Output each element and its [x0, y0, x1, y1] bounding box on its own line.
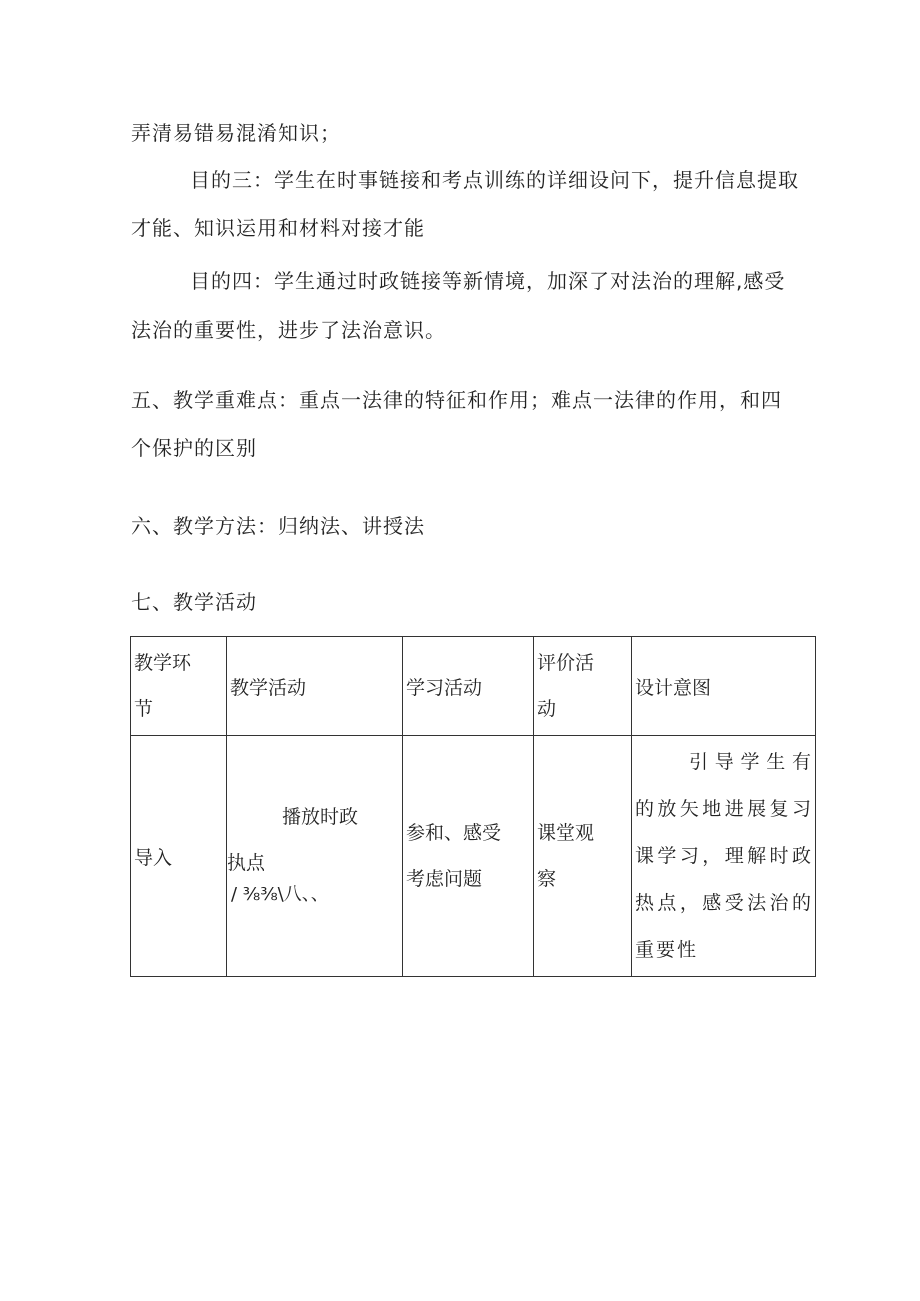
table-header-row	[131, 637, 816, 736]
evaluation-cell: 课堂观 察	[534, 736, 632, 977]
section-heading: 七、教学活动	[131, 590, 257, 614]
paragraph-line: 才能、知识运用和材料对接才能	[131, 216, 425, 240]
paragraph-line: 法治的重要性，进步了法治意识。	[131, 318, 446, 342]
design-intent-cell: 引导学生有 的放矢地进展复习 课学习，理解时政 热点，感受法治的 重要性	[632, 736, 816, 977]
header-cell: 教学活动	[227, 637, 403, 736]
header-cell: 设计意图	[632, 637, 816, 736]
header-cell: 评价活 动	[534, 637, 632, 736]
section-heading-cont: 个保护的区别	[131, 436, 257, 460]
header-cell: 学习活动	[403, 637, 534, 736]
paragraph-line: 目的三：学生在时事链接和考点训练的详细设问下，提升信息提取	[190, 168, 799, 192]
teaching-activity-cell: 播放时政 执点 / ⅜⅜\八、、	[227, 736, 403, 977]
paragraph-line: 弄清易错易混淆知识；	[131, 121, 341, 145]
header-cell: 教学环 节	[131, 637, 227, 736]
teaching-activity-table	[130, 636, 816, 977]
stage-cell: 导入	[131, 736, 227, 977]
table-row	[131, 736, 816, 977]
learning-activity-cell: 参和、感受 考虑问题	[403, 736, 534, 977]
section-heading: 五、教学重难点：重点一法律的特征和作用；难点一法律的作用，和四	[131, 388, 782, 412]
section-heading: 六、教学方法：归纳法、讲授法	[131, 514, 425, 538]
paragraph-line: 目的四：学生通过时政链接等新情境，加深了对法治的理解,感受	[190, 269, 786, 293]
